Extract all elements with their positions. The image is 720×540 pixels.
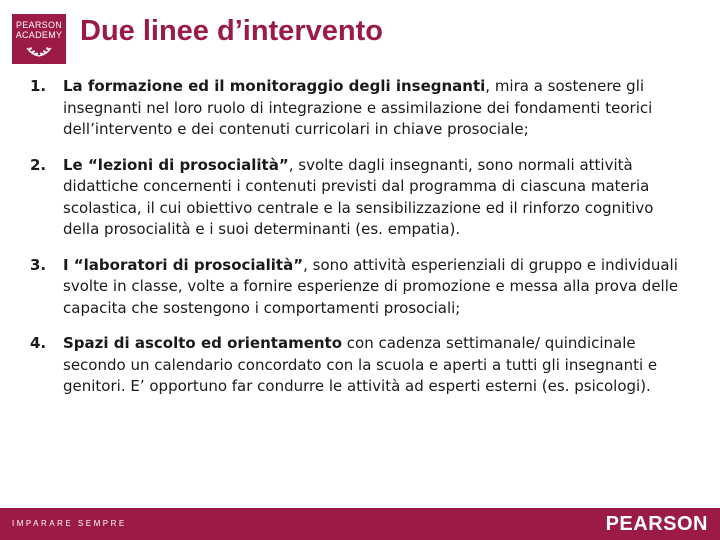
list-item bbox=[30, 333, 680, 398]
item-number: 1. bbox=[30, 77, 47, 95]
item-text bbox=[63, 333, 680, 398]
item-number: 2. bbox=[30, 155, 47, 174]
intervention-list bbox=[30, 76, 680, 412]
list-item bbox=[30, 76, 680, 141]
footer-bar bbox=[0, 508, 720, 540]
item-text bbox=[63, 155, 680, 241]
item-body: , mira a sostenere gli insegnanti nel loro ruolo di integrazione e assimilazione dei fondamenti teorici dell’intervento e dei contenuti curricolari in chiave prosociale; bbox=[63, 77, 653, 138]
item-heading: Spazi di ascolto ed orientamento bbox=[63, 334, 343, 352]
item-text bbox=[63, 76, 680, 141]
item-text bbox=[63, 255, 680, 320]
logo-line-1: PEARSON bbox=[15, 20, 63, 30]
logo-line-2: ACADEMY bbox=[15, 30, 63, 40]
item-heading: I “laboratori di prosocialità” bbox=[63, 255, 304, 274]
item-number: 4. bbox=[30, 334, 47, 352]
item-heading: Le “lezioni di prosocialità” bbox=[63, 155, 289, 174]
item-body: , sono attività esperienziali di gruppo e individuali svolte in classe, volte a fornire esperienze di promozione e messa alla prova delle capacita che sostengono i comportamenti prosociali; bbox=[63, 255, 679, 317]
pearson-wordmark: PEARSON bbox=[605, 513, 708, 535]
list-item bbox=[30, 155, 680, 241]
item-body: , svolte dagli insegnanti, sono normali attività didattiche concernenti i contenuti previsti dal programma di ciascuna materia scolastica, il cui obiettivo centrale e la sensibilizzazione ed il rinforzo cognitivo della prosocialità e i suoi determinanti (es. empatia). bbox=[63, 155, 654, 238]
item-body: con cadenza settimanale/ quindicinale secondo un calendario concordato con la scuola e aperti a tutti gli insegnanti e genitori. E’ opportuno far condurre le attività ad esperti esterni (es. psicologi). bbox=[63, 334, 658, 395]
item-heading: La formazione ed il monitoraggio degli insegnanti bbox=[63, 77, 486, 95]
list-item bbox=[30, 255, 680, 320]
page-title: Due linee d’intervento bbox=[80, 15, 383, 47]
item-number: 3. bbox=[30, 255, 47, 274]
laurel-icon bbox=[24, 43, 54, 57]
pearson-academy-logo bbox=[12, 14, 66, 64]
footer-tagline: IMPARARE SEMPRE bbox=[12, 519, 127, 528]
